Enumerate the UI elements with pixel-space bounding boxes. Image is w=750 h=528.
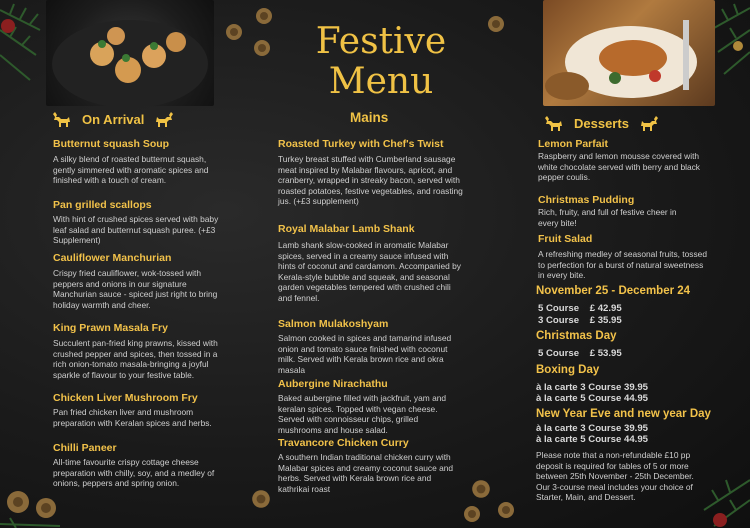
arrival-heading-label: On Arrival [82, 111, 145, 127]
menu-title-line2: Menu [328, 61, 434, 102]
mains-item-desc: Baked aubergine filled with jackfruit, yam and keralan spices. Topped with vegan cheese. Served with connoisseur chips, grilled mushrooms and house salad. [278, 393, 447, 435]
mains-item-desc: Lamb shank slow-cooked in aromatic Malabar spices, served in a creamy sauce infused with hints of coconut and cardamom. Accompanied by Kerala-style bubble and squeak, and seasonal garden vegetables tempered with crushed chili and fennel. [278, 240, 461, 303]
arrival-item-desc: With hint of crushed spices served with baby leaf salad and butternut squash puree. (+£3 Supplement) [53, 214, 219, 246]
dessert-item-name: Christmas Pudding [538, 194, 635, 206]
scallops-dish-photo [46, 0, 214, 106]
pinecone-icon [496, 500, 516, 520]
deposit-note: Please note that a non-refundable £10 pp deposit is required for tables of 5 or more between 25th November - 25th December. Our 3-course meal includes your choice of Starter, Main, and Dessert. [536, 450, 694, 503]
reindeer-icon [154, 110, 174, 128]
christmas-5-course-price: 5 Course £ 53.95 [538, 348, 622, 359]
arrival-item-name: Butternut squash Soup [53, 138, 170, 150]
nov-dec-5-course-price: 5 Course £ 42.95 [538, 303, 622, 314]
arrival-item-desc: All-time favourite crispy cottage cheese preparation with chilly, soy, and a medley of onions, peppers and spring onion. [53, 457, 215, 489]
arrival-item-name: Chicken Liver Mushroom Fry [53, 392, 198, 404]
christmas-heading: Christmas Day [536, 330, 617, 342]
mains-heading-label: Mains [350, 110, 389, 125]
arrival-item-name: Cauliflower Manchurian [53, 252, 172, 264]
arrival-item-name: King Prawn Masala Fry [53, 322, 168, 334]
dessert-item-desc: Rich, fruity, and full of festive cheer in every bite! [538, 207, 677, 228]
mains-heading [350, 110, 388, 125]
menu-title-line1: Festive [315, 21, 447, 62]
new-year-3-course-price: à la carte 3 Course 39.95 [536, 423, 648, 434]
arrival-item-desc: Pan fried chicken liver and mushroom preparation with Keralan spices and herbs. [53, 407, 212, 428]
desserts-heading-label: Desserts [574, 115, 629, 131]
arrival-item-name: Chilli Paneer [53, 442, 117, 454]
pine-branch-decoration-top-left [0, 0, 48, 90]
boxing-day-heading: Boxing Day [536, 364, 600, 376]
new-year-5-course-price: à la carte 5 Course 44.95 [536, 434, 648, 445]
new-year-heading: New Year Eve and new year Day [536, 408, 711, 420]
arrival-item-desc: Crispy fried cauliflower, wok-tossed with peppers and onions in our signature Manchurian sauce - spiced just right to bring holiday warmth and cheer. [53, 268, 218, 310]
pinecone-icon [224, 22, 244, 42]
mains-item-desc: Turkey breast stuffed with Cumberland sausage meat inspired by Malabar flavours, apricot, and cranberry, wrapped in streaky bacon, served with roasted potatoes, festive vegetables, and roasting jus. (+£3 supplement) [278, 154, 463, 207]
pinecone-icon [462, 504, 482, 524]
mains-item-desc: Salmon cooked in spices and tamarind infused onion and tomato sauce finished with coconut milk. Served with Kerala brown rice and okra masala [278, 333, 452, 375]
nov-dec-heading: November 25 - December 24 [536, 285, 691, 297]
mains-item-name: Salmon Mulakoshyam [278, 318, 389, 330]
mains-item-desc: A southern Indian traditional chicken curry with Malabar spices and creamy coconut sauce and herbs. Served with Kerala brown rice and kathrikai roast [278, 452, 454, 494]
arrival-item-desc: Succulent pan-fried king prawns, kissed with crushed pepper and spices, then tossed in a rich onion-tomato masala-bringing a joyful sparkle of flavour to your festive table. [53, 338, 218, 380]
turkey-dish-photo [543, 0, 715, 106]
reindeer-icon [639, 114, 659, 132]
reindeer-icon [52, 110, 72, 128]
dessert-item-desc: Raspberry and lemon mousse covered with white chocolate served with berry and black pepper coulis. [538, 151, 700, 183]
mains-item-name: Travancore Chicken Curry [278, 437, 409, 449]
mains-item-name: Roasted Turkey with Chef's Twist [278, 138, 444, 150]
boxing-5-course-price: à la carte 5 Course 44.95 [536, 393, 648, 404]
dessert-item-desc: A refreshing medley of seasonal fruits, tossed to perfection for a burst of natural sweetness in every bite. [538, 249, 707, 281]
arrival-item-name: Pan grilled scallops [53, 199, 152, 211]
nov-dec-3-course-price: 3 Course £ 35.95 [538, 315, 622, 326]
arrival-item-desc: A silky blend of roasted butternut squash, gently simmered with aromatic spices and finished with a touch of cream. [53, 154, 209, 186]
arrival-heading [52, 110, 174, 128]
dessert-item-name: Lemon Parfait [538, 138, 609, 150]
pinecone-icon [250, 488, 272, 510]
desserts-heading [544, 114, 659, 132]
mains-item-name: Royal Malabar Lamb Shank [278, 223, 415, 235]
mains-item-name: Aubergine Nirachathu [278, 378, 388, 390]
pine-branch-decoration-bottom-right [700, 470, 750, 528]
boxing-3-course-price: à la carte 3 Course 39.95 [536, 382, 648, 393]
dessert-item-name: Fruit Salad [538, 233, 593, 245]
pinecone-icon [470, 478, 492, 500]
reindeer-icon [544, 114, 564, 132]
